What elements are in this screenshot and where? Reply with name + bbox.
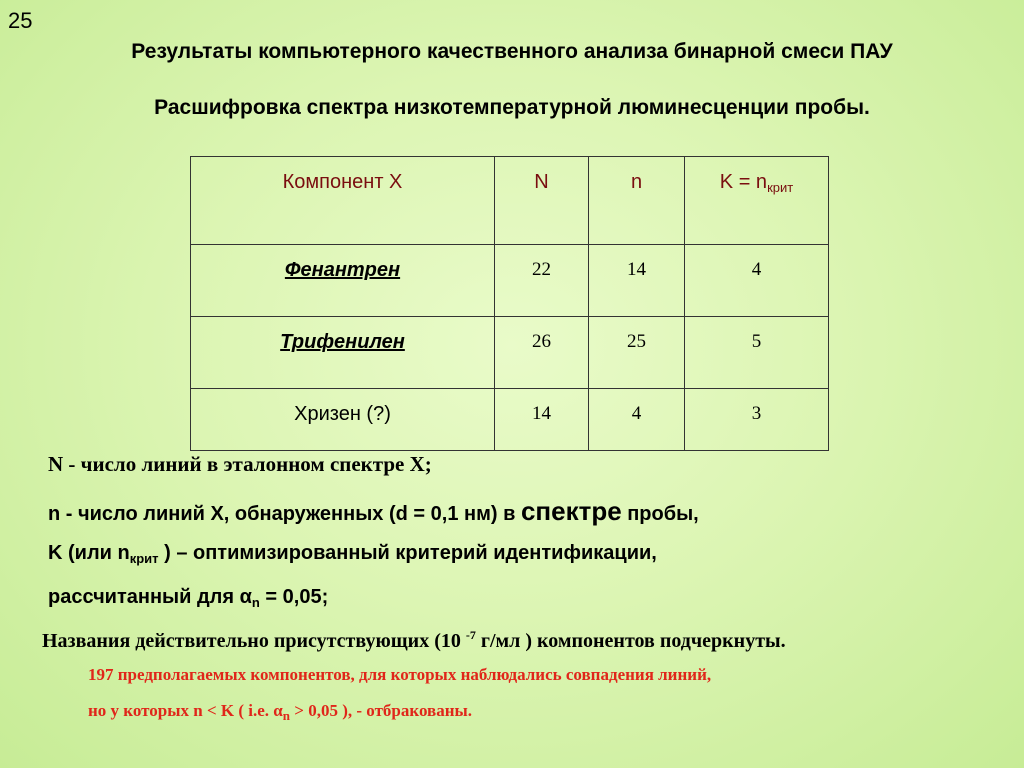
- table-row: [191, 389, 829, 451]
- page-title: Результаты компьютерного качественного анализа бинарной смеси ПАУ: [131, 40, 893, 63]
- note-n-big-word: спектре: [520, 496, 622, 526]
- note-n-definition: [48, 496, 699, 527]
- header-K: [685, 157, 829, 245]
- note-n-text-a: n - число линий Х, обнаруженных (d = 0,1 нм) в: [48, 503, 521, 525]
- note-alpha-text-b: = 0,05;: [259, 586, 329, 608]
- note-rejected-1: 197 предполагаемых компонентов, для которых наблюдались совпадения линий,: [88, 665, 712, 684]
- header-K-sub: крит: [767, 180, 794, 195]
- cell-N: 22: [495, 245, 589, 317]
- note-N-definition: N - число линий в эталонном спектре Х;: [48, 452, 432, 476]
- cell-n: 4: [589, 389, 685, 451]
- note-K-text-a: K (или n: [48, 542, 130, 564]
- table-row: [191, 317, 829, 389]
- cell-n: 14: [589, 245, 685, 317]
- alpha-symbol: α: [239, 586, 252, 608]
- note-K-definition: [48, 542, 657, 566]
- alpha-symbol: α: [273, 701, 283, 720]
- table-header-row: [191, 157, 829, 245]
- cell-component: Хризен (?): [191, 389, 495, 451]
- cell-n: 25: [589, 317, 685, 389]
- cell-K: 5: [685, 317, 829, 389]
- note-underlined-text-b: г/мл ) компонентов подчеркнуты.: [475, 630, 786, 652]
- note-rejected-2: [88, 701, 472, 724]
- cell-component: [191, 317, 495, 389]
- header-component: Компонент Х: [191, 157, 495, 245]
- note-K-sub: крит: [129, 551, 159, 566]
- header-n: n: [589, 157, 685, 245]
- header-N: N: [495, 157, 589, 245]
- note-underlined-names: [42, 628, 786, 653]
- table-row: [191, 245, 829, 317]
- header-K-main: K = n: [719, 171, 768, 193]
- note-n-text-b: пробы,: [621, 503, 699, 525]
- note-rejected-sub: n: [282, 708, 291, 723]
- note-K-text-b: ) – оптимизированный критерий идентификации,: [158, 542, 657, 564]
- cell-N: 14: [495, 389, 589, 451]
- note-exponent: -7: [465, 628, 476, 642]
- component-name-underlined: Фенантрен: [284, 259, 401, 281]
- note-underlined-text-a: Названия действительно присутствующих (10: [42, 630, 466, 652]
- cell-N: 26: [495, 317, 589, 389]
- cell-component: [191, 245, 495, 317]
- results-table: [190, 156, 829, 451]
- cell-K: 3: [685, 389, 829, 451]
- page-subtitle: Расшифровка спектра низкотемпературной люминесценции пробы.: [154, 96, 870, 119]
- note-rejected-text-a: но у которых n < K ( i.e.: [88, 701, 274, 720]
- note-alpha-sub: n: [251, 595, 260, 610]
- slide-number: 25: [8, 8, 33, 33]
- note-alpha: [48, 586, 328, 610]
- component-name-underlined: Трифенилен: [280, 331, 405, 353]
- cell-K: 4: [685, 245, 829, 317]
- note-rejected-text-b: > 0,05 ), - отбракованы.: [290, 701, 473, 720]
- note-alpha-text-a: рассчитанный для: [48, 586, 240, 608]
